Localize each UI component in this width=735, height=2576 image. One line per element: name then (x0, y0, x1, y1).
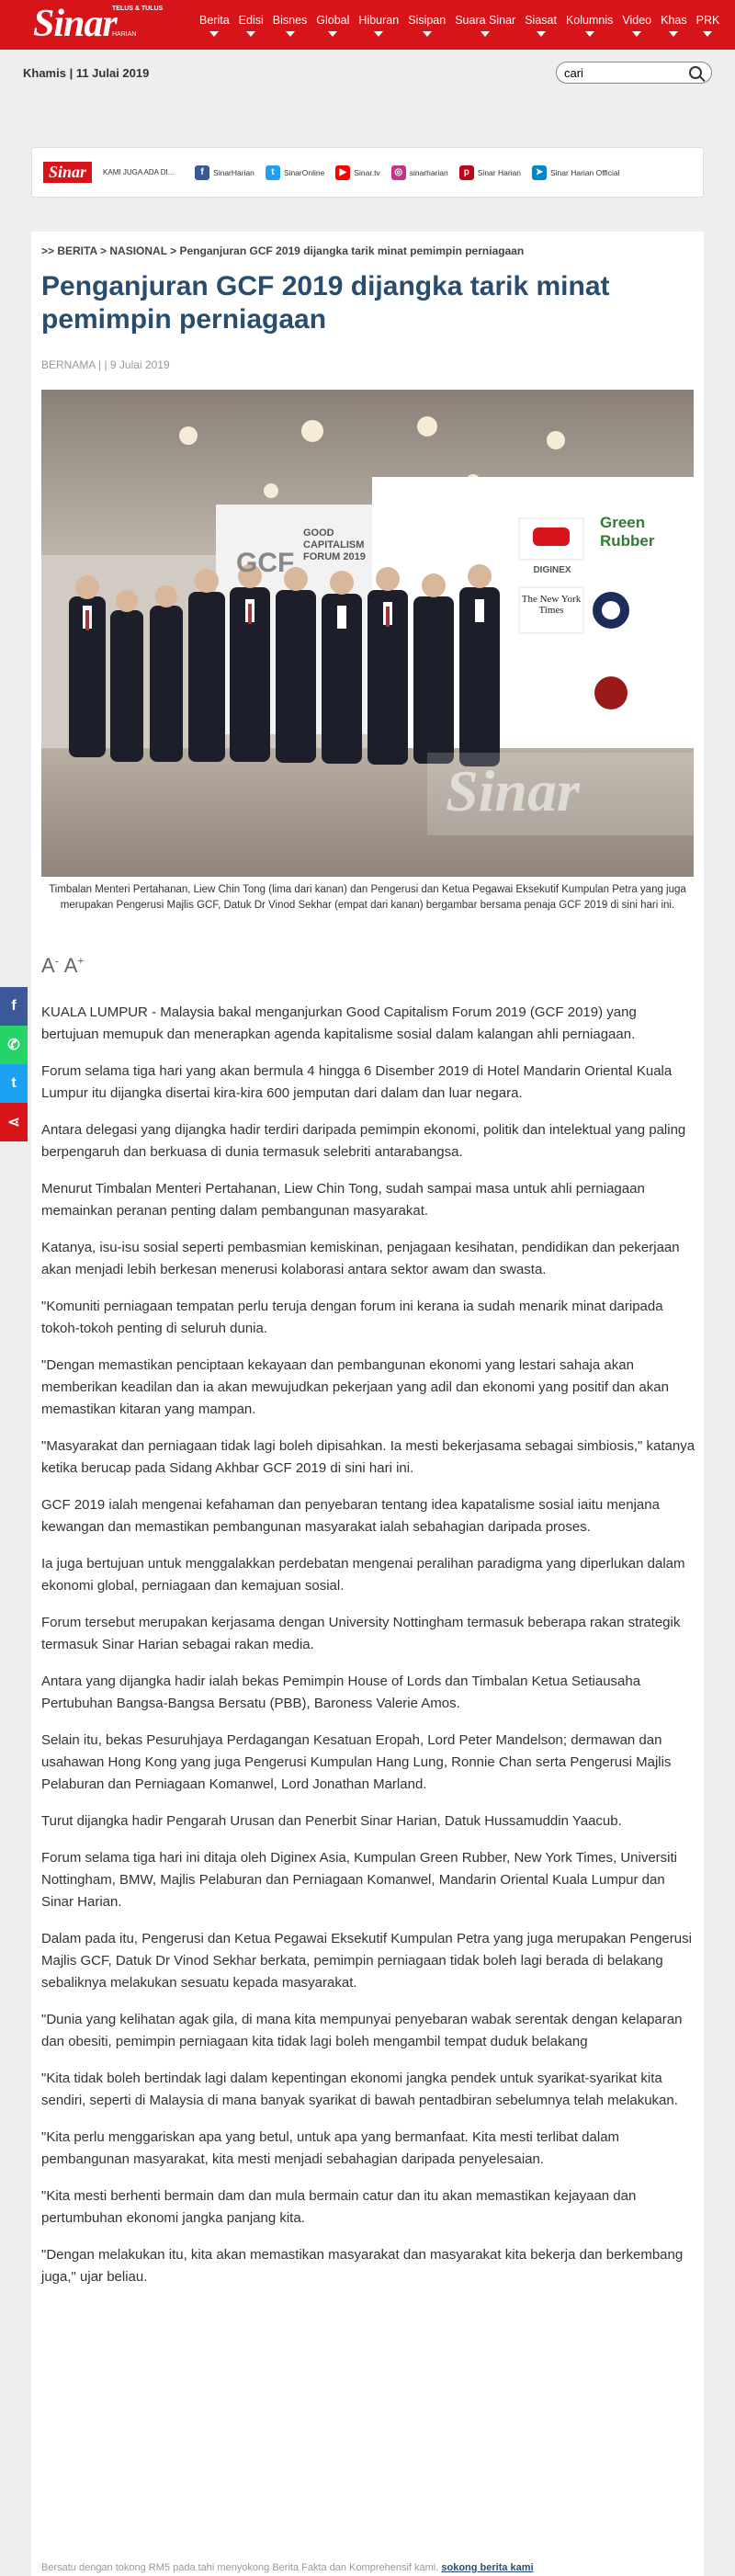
caret-down-icon (374, 31, 383, 37)
nav-label: Hiburan (358, 13, 400, 27)
photo-sign-nyt: The New York Times (521, 594, 582, 616)
share-icon: ⋖ (7, 1115, 20, 1130)
article-paragraph: Forum tersebut merupakan kerjasama dengan University Nottingham termasuk beberapa rakan strategik termasuk Sinar Harian sebagai rakan media. (41, 1615, 681, 1652)
nav-label: PRK (695, 13, 720, 27)
nav-item-kolumnis[interactable] (561, 0, 617, 50)
article-paragraph: "Dengan melakukan itu, kita akan memastikan masyarakat dan masyarakat kita bekerja dan berkembang juga," ujar beliau. (41, 2247, 684, 2285)
pinterest-icon: p (459, 165, 474, 180)
article-paragraph: Forum selama tiga hari ini ditaja oleh Diginex Asia, Kumpulan Green Rubber, New York Times, Universiti Nottingham, BMW, Majlis Pelaburan dan Perniagaan Komanwel, Mandarin Oriental Kuala Lumpur dan Sinar Harian. (41, 1850, 677, 1910)
social-link-telegram[interactable] (532, 165, 619, 180)
font-increase-button[interactable] (64, 954, 85, 978)
caret-down-icon (286, 31, 295, 37)
social-link-pinterest[interactable] (459, 165, 521, 180)
youtube-icon: ▶ (335, 165, 350, 180)
twitter-icon: t (11, 1075, 17, 1091)
nav-item-berita[interactable] (195, 0, 234, 50)
main-nav (195, 0, 724, 50)
site-logo[interactable] (28, 0, 165, 50)
facebook-icon: f (195, 165, 209, 180)
whatsapp-icon: ✆ (7, 1038, 20, 1053)
nav-label: Suara Sinar (455, 13, 516, 27)
social-link-label: SinarHarian (213, 167, 254, 177)
article-photo (41, 390, 694, 877)
nav-item-siasat[interactable] (520, 0, 561, 50)
caret-down-icon (209, 31, 219, 37)
date-row (0, 50, 735, 96)
search-icon[interactable] (689, 66, 702, 79)
article-paragraph: "Kita perlu menggariskan apa yang betul, untuk apa yang bermanfaat. Kita mesti terlibat dalam pembangunan masyarakat, kita mesti menjadi sebahagian daripada penyelesaian. (41, 2129, 620, 2167)
article-paragraph: Dalam pada itu, Pengerusi dan Ketua Pegawai Eksekutif Kumpulan Petra yang juga merupakan Pengerusi Majlis GCF, Datuk Dr Vinod Sekhar berkata, pemimpin perniagaan tidak boleh lagi berada di belakang sebaliknya melakukan sesuatu kepada masyarakat. (41, 1931, 692, 1991)
article-paragraph: "Dunia yang kelihatan agak gila, di mana kita mempunyai penyebaran wabak serentak dengan kelaparan dan obesiti, pemimpin perniagaan kita tidak lagi boleh mengambil tempat duduk belakang (41, 2012, 683, 2049)
social-link-twitter[interactable] (266, 165, 324, 180)
logo-tagline: TELUS & TULUS (112, 6, 164, 12)
share-twitter-icon[interactable] (0, 1064, 28, 1103)
caret-down-icon (537, 31, 546, 37)
article-paragraph: Selain itu, bekas Pesuruhjaya Perdagangan Kesatuan Eropah, Lord Peter Mandelson; dermawan dan usahawan Hong Kong yang juga Pengerusi Kumpulan Hang Lung, Ronnie Chan serta Pengerusi Majlis Pelaburan dan Perniagaan Komanwel, Lord Jonathan Marland. (41, 1732, 672, 1792)
article-byline: BERNAMA | | 9 Julai 2019 (41, 358, 170, 371)
instagram-icon: ◎ (391, 165, 406, 180)
photo-watermark: Sinar (446, 758, 580, 823)
nav-label: Video (622, 13, 652, 27)
social-link-label: Sinar.tv (354, 167, 380, 177)
social-links (195, 165, 619, 180)
social-link-facebook[interactable] (195, 165, 254, 180)
share-facebook-icon[interactable] (0, 987, 28, 1026)
font-decrease-letter: A (41, 954, 55, 977)
nav-item-sisipan[interactable] (403, 0, 450, 50)
article-paragraph: Ia juga bertujuan untuk menggalakkan perdebatan mengenai peralihan paradigma yang diperlukan dalam ekonomi global, perniagaan dan kemajuan sosial. (41, 1556, 685, 1594)
caret-down-icon (328, 31, 337, 37)
article-paragraph: GCF 2019 ialah mengenai kefahaman dan penyebaran tentang idea kapatalisme sosial iaitu menjana kewangan dan memastikan pembangunan masyarakat ialah sebahagian daripada proses. (41, 1497, 660, 1535)
photo-sign-diginex: DIGINEX (533, 565, 571, 575)
support-link[interactable]: sokong berita kami (441, 2562, 534, 2573)
share-share-icon[interactable] (0, 1103, 28, 1141)
article-paragraph: Forum selama tiga hari yang akan bermula 4 hingga 6 Disember 2019 di Hotel Mandarin Oriental Kuala Lumpur itu dijangka disertai kira-kira 600 jemputan dari dalam dan luar negara. (41, 1063, 673, 1101)
top-navbar (0, 0, 735, 50)
article-paragraph: "Kita mesti berhenti bermain dam dan mula bermain catur dan itu akan memastikan kejayaan dan pertumbuhan ekonomi jangka panjang kita. (41, 2188, 637, 2226)
strip-logo[interactable]: Sinar (43, 162, 92, 183)
footnote-text: Bersatu dengan tokong RM5 pada tahi menyokong Berita Fakta dan Komprehensif kami. (41, 2562, 439, 2573)
nav-item-hiburan[interactable] (354, 0, 403, 50)
nav-item-global[interactable] (311, 0, 354, 50)
share-bar (0, 987, 28, 1141)
caret-down-icon (423, 31, 432, 37)
font-decrease-button[interactable] (41, 954, 59, 978)
caret-down-icon (481, 31, 490, 37)
photo-sign-forum: GOOD CAPITALISM FORUM 2019 (303, 528, 366, 562)
nav-label: Edisi (238, 13, 264, 27)
article-paragraph: Turut dijangka hadir Pengarah Urusan dan Penerbit Sinar Harian, Datuk Hussamuddin Yaacub. (41, 1813, 622, 1829)
article-body (41, 1002, 695, 2303)
article-card (31, 232, 704, 2576)
photo-sign-gcf: GCF (236, 548, 295, 578)
social-link-label: Sinar Harian (477, 167, 522, 177)
nav-item-bisnes[interactable] (268, 0, 312, 50)
telegram-icon: ➤ (532, 165, 547, 180)
nav-label: Sisipan (408, 13, 447, 27)
photo-illustration (41, 390, 694, 877)
social-link-label: SinarOnline (283, 167, 325, 177)
nav-label: Bisnes (272, 13, 308, 27)
article-paragraph: Antara delegasi yang dijangka hadir terdiri daripada pemimpin ekonomi, politik dan intelektual yang paling berpengaruh dan berkuasa di dunia termasuk selebriti antarabangsa. (41, 1122, 686, 1160)
font-decrease-sign: - (54, 954, 59, 968)
nav-label: Kolumnis (565, 13, 614, 27)
font-increase-sign: + (77, 954, 85, 968)
font-increase-letter: A (63, 954, 78, 977)
article-paragraph: "Masyarakat dan perniagaan tidak lagi boleh dipisahkan. Ia mesti bekerjasama sebagai simbiosis," katanya ketika berucap pada Sidang Akhbar GCF 2019 di sini hari ini. (41, 1438, 695, 1476)
article-paragraph: "Dengan memastikan penciptaan kekayaan dan pembangunan ekonomi yang lestari sahaja akan memberikan keadilan dan ia akan mewujudkan pekerjaan yang adil dan ekonomi yang positif dan akan memastikan kitaran yang mampan. (41, 1357, 669, 1417)
caret-down-icon (632, 31, 641, 37)
nav-label: Global (316, 13, 350, 27)
logo-text: Sinar (33, 3, 117, 45)
article-paragraph: Katanya, isu-isu sosial seperti pembasmian kemiskinan, penjagaan kesihatan, pendidikan dan pekerjaan akan menjadi lebih berkesan menerusi kolaborasi antara sektor awam dan swasta. (41, 1240, 680, 1277)
nav-label: Berita (199, 13, 230, 27)
article-paragraph: KUALA LUMPUR - Malaysia bakal menganjurkan Good Capitalism Forum 2019 (GCF 2019) yang bertujuan memupuk dan menerapkan agenda kapitalisme sosial dalam kalangan ahli perniagaan. (41, 1004, 637, 1042)
article-paragraph: "Komuniti perniagaan tempatan perlu teruja dengan forum ini kerana ia sudah menarik minat daripada tokoh-tokoh penting di seluruh dunia. (41, 1299, 663, 1336)
font-size-controls (41, 954, 84, 978)
caret-down-icon (246, 31, 255, 37)
facebook-icon: f (11, 998, 17, 1014)
caret-down-icon (585, 31, 594, 37)
nav-label: Khas (661, 13, 687, 27)
social-link-instagram[interactable] (391, 165, 448, 180)
social-link-label: sinarharian (409, 167, 448, 177)
strip-tagline: KAMI JUGA ADA DI... (103, 168, 175, 176)
photo-sign-greenrubber: Green Rubber (600, 514, 655, 550)
caret-down-icon (669, 31, 678, 37)
social-link-youtube[interactable] (335, 165, 379, 180)
nav-item-khas[interactable] (656, 0, 692, 50)
caret-down-icon (703, 31, 712, 37)
nav-item-prk[interactable] (692, 0, 725, 50)
nav-item-video[interactable] (617, 0, 656, 50)
nav-item-edisi[interactable] (234, 0, 268, 50)
support-footnote (41, 2562, 534, 2573)
article-paragraph: "Kita tidak boleh bertindak lagi dalam kepentingan ekonomi jangka pendek untuk syarikat-syarikat kita sendiri, seperti di Malaysia di mana banyak syarikat di bawah pentadbiran sebelumnya telah melakukan. (41, 2071, 678, 2108)
twitter-icon: t (266, 165, 280, 180)
breadcrumb[interactable]: >> BERITA > NASIONAL > Penganjuran GCF 2019 dijangka tarik minat pemimpin perniagaan (41, 244, 525, 257)
search-box (556, 62, 712, 84)
social-strip (31, 147, 704, 198)
article-paragraph: Antara yang dijangka hadir ialah bekas Pemimpin House of Lords dan Timbalan Ketua Setiausaha Pertubuhan Bangsa-Bangsa Bersatu (PBB), Baroness Valerie Amos. (41, 1674, 641, 1711)
search-input[interactable] (564, 66, 684, 80)
article-paragraph: Menurut Timbalan Menteri Pertahanan, Liew Chin Tong, sudah sampai masa untuk ahli perniagaan memainkan peranan penting dalam pembangunan masyarakat. (41, 1181, 645, 1219)
nav-item-suara-sinar[interactable] (450, 0, 520, 50)
share-whatsapp-icon[interactable] (0, 1026, 28, 1064)
nav-label: Siasat (525, 13, 557, 27)
social-link-label: Sinar Harian Official (550, 167, 620, 177)
photo-caption: Timbalan Menteri Pertahanan, Liew Chin Tong (lima dari kanan) dan Pengerusi dan Ketua Pegawai Eksekutif Kumpulan Petra yang juga merupakan Pengerusi Majlis GCF, Datuk Dr Vinod Sekhar (empat dari kanan) bergambar bersama penaja GCF 2019 di sini hari ini. (49, 884, 686, 911)
current-date: Khamis | 11 Julai 2019 (23, 65, 150, 80)
logo-subtext: HARIAN (112, 31, 137, 38)
article-title: Penganjuran GCF 2019 dijangka tarik minat pemimpin perniagaan (41, 271, 610, 335)
